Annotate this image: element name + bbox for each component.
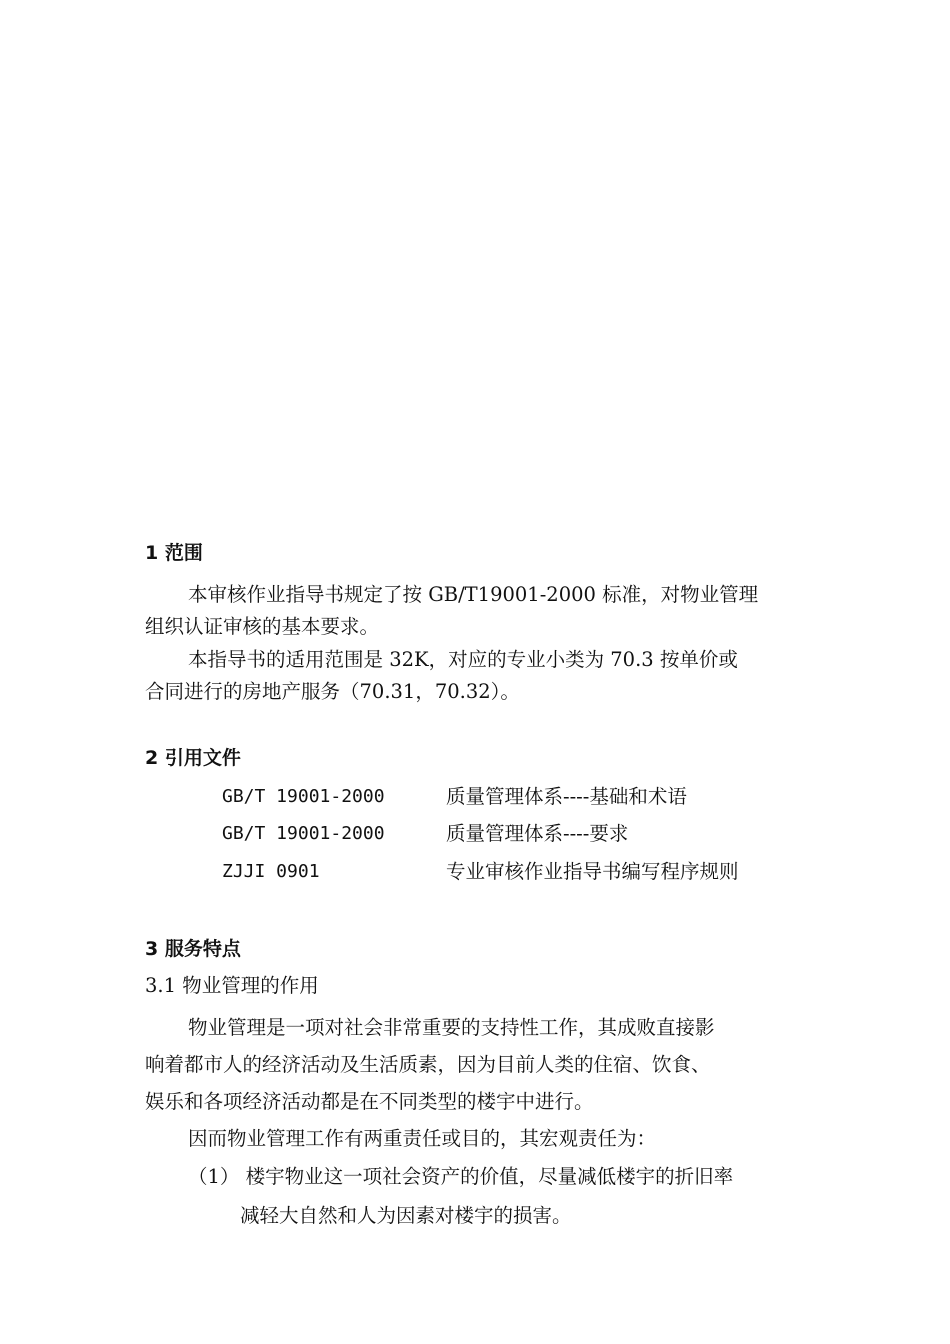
section-1-paragraph-2-line-1: 本指导书的适用范围是 32K，对应的专业小类为 70.3 按单价或	[188, 648, 738, 671]
section-3-paragraph-1-line-3: 娱乐和各项经济活动都是在不同类型的楼宇中进行。	[145, 1090, 594, 1113]
section-3-list-item-1-line-1: （1） 楼宇物业这一项社会资产的价值，尽量减低楼宇的折旧率	[188, 1165, 734, 1188]
section-3-paragraph-1-line-2: 响着都市人的经济活动及生活质素，因为目前人类的住宿、饮食、	[145, 1053, 711, 1076]
section-3-1-subheading: 3.1 物业管理的作用	[145, 974, 319, 997]
reference-title: 专业审核作业指导书编写程序规则	[446, 860, 739, 883]
reference-title: 质量管理体系----基础和术语	[446, 785, 687, 808]
section-1-paragraph-1-line-2: 组织认证审核的基本要求。	[145, 615, 380, 638]
section-1-paragraph-2-line-2: 合同进行的房地产服务（70.31，70.32）。	[145, 680, 520, 703]
reference-title: 质量管理体系----要求	[446, 822, 629, 845]
reference-code: GB/T 19001-2000	[222, 786, 385, 807]
reference-code: ZJJI 0901	[222, 861, 320, 882]
section-1-paragraph-1-line-1: 本审核作业指导书规定了按 GB/T19001-2000 标准，对物业管理	[188, 583, 759, 606]
section-3-paragraph-2: 因而物业管理工作有两重责任或目的，其宏观责任为：	[188, 1127, 657, 1150]
section-1-heading: 1 范围	[145, 542, 203, 564]
section-3-paragraph-1-line-1: 物业管理是一项对社会非常重要的支持性工作，其成败直接影	[188, 1016, 715, 1039]
section-3-heading: 3 服务特点	[145, 938, 241, 960]
section-2-heading: 2 引用文件	[145, 747, 241, 769]
section-3-list-item-1-line-2: 减轻大自然和人为因素对楼宇的损害。	[240, 1204, 572, 1227]
reference-code: GB/T 19001-2000	[222, 823, 385, 844]
